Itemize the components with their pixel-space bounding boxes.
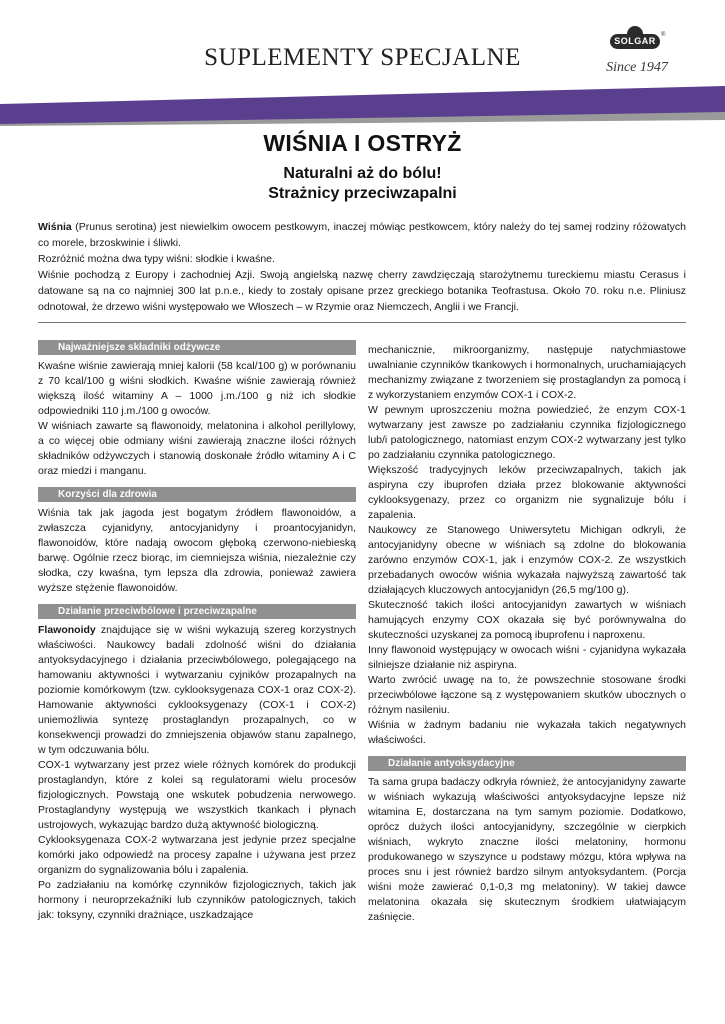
registered-mark: ® bbox=[661, 32, 666, 38]
antioxidant-paragraph-1: Ta sama grupa badaczy odkryła również, że antocyjanidyny zawarte w wiśniach wykazują właściwości antyoksydacyjne lepsze niż witamina E, dostarczana na tym samym poziomie. Dodatkowo, oprócz dużych ilości antocyjanidyny, szczególnie w cierpkich wiśniach, wykryto znaczne ilości melatoniny, hormonu produkowanego w szyszynce u podstawy mózgu, która wpływa na proces snu i jest również bardzo silnym antyoksydantem. (Porcja wiśni może zawierać 0,1-0,3 mg melatoniny). W takiej dawce melatonina okazała się skutecznym środkiem ułatwiającym zaśnięcie. bbox=[368, 776, 686, 923]
article-subtitle-1: Naturalni aż do bólu! bbox=[283, 165, 442, 182]
header-band bbox=[0, 86, 725, 126]
antiinflammatory-paragraph-3: Cyklooksygenaza COX-2 wytwarzana jest jedynie przez specjalne komórki jako odpowiedź na procesy zapalne i używana jest przez organizm do sygnalizowania bólu i zapalenia. bbox=[38, 834, 356, 876]
antiinflammatory-paragraph-8: Naukowcy ze Stanowego Uniwersytetu Michigan odkryli, że antocyjanidyny obecne w wiśniach są zdolne do blokowania zarówno enzymów COX-1, jak i enzymów COX-2. Ze wszystkich przebadanych owoców wiśnia wykazała najwyższą zawartość tak działających kluczowych antocyjanidyn (26,5 mg/100 g). bbox=[368, 524, 686, 596]
section-heading-antioxidant: Działanie antyoksydacyjne bbox=[368, 756, 686, 771]
section-heading-antiinflammatory: Działanie przeciwbólowe i przeciwzapalne bbox=[38, 604, 356, 619]
article-title: WIŚNIA I OSTRYŻ bbox=[263, 130, 462, 156]
antiinflammatory-paragraph-5: mechanicznie, mikroorganizmy, następuje natychmiastowe uwalnianie czynników tkankowych i hormonalnych, uruchamiających mechanizmy związane z tworzeniem się prostaglandyn za pomocą i z wykorzystaniem enzymów COX-1 i COX-2. bbox=[368, 344, 686, 401]
antiinflammatory-paragraph-2: COX-1 wytwarzany jest przez wiele różnych komórek do produkcji prostaglandyn, które z kolei są regulatorami wielu procesów fizjologicznych. Powstają one wskutek pobudzenia nerwowego. Prostaglandyny występują we wszystkich tkankach i płynach ustrojowych, wykazując bardzo dużą aktywność biologiczną. bbox=[38, 759, 356, 831]
header-title: SUPLEMENTY SPECJALNE bbox=[204, 44, 521, 71]
logo-since: Since 1947 bbox=[606, 60, 668, 75]
intro-lead-text: (Prunus serotina) jest niewielkim owocem pestkowym, inaczej mówiąc pestkowcem, który należy do tej samej rodziny różowatych co morele, brzoskwinie i śliwki. bbox=[38, 221, 686, 249]
nutrients-paragraph-1: Kwaśne wiśnie zawierają mniej kalorii (58 kcal/100 g) w porównaniu z 70 kcal/100 g wiśni słodkich. Kwaśne wiśnie zawierają również większą ilość witaminy A – 1000 j.m./100 g niż ich słodkie odpowiedniki 110 j.m./100 g owoców. bbox=[38, 360, 356, 417]
antiinflammatory-paragraph-1 bbox=[38, 623, 356, 758]
column-right bbox=[368, 343, 686, 925]
antiinflammatory-paragraph-7: Większość tradycyjnych leków przeciwzapalnych, takich jak aspiryna czy ibuprofen działa przez blokowanie aktywności cyklooksygenazy, przez co organizm nie sygnalizuje bólu i zapalenia. bbox=[368, 464, 686, 521]
antiinflammatory-paragraph-9: Skuteczność takich ilości antocyjanidyn zawartych w wiśniach hamujących enzymy COX okazała się być porównywalna do skuteczności uzyskanej za pomocą ibuprofenu i naproxenu. bbox=[368, 599, 686, 641]
antiinflammatory-paragraph-6: W pewnym uproszczeniu można powiedzieć, że enzym COX-1 wytwarzany jest zawsze po zadziałaniu czynnika fizjologicznego lub/i patologicznego, natomiast enzym COX-2 wytwarzany jest tylko po zadziałaniu czynnika patologicznego. bbox=[368, 404, 686, 461]
antiinflammatory-paragraph-12: Wiśnia w żadnym badaniu nie wykazała takich negatywnych właściwości. bbox=[368, 719, 686, 746]
flavonoids-lead: Flawonoidy bbox=[38, 624, 96, 636]
article-subtitle-2: Strażnicy przeciwzapalni bbox=[268, 185, 457, 202]
section-heading-nutrients: Najważniejsze składniki odżywcze bbox=[38, 340, 356, 355]
divider bbox=[38, 322, 686, 323]
nutrients-paragraph-2: W wiśniach zawarte są flawonoidy, melatonina i alkohol perillylowy, a co więcej obie odmiany wiśni zawierają znaczne ilości różnych składników odżywczych i stanowią doskonałe źródło witaminy A i C oraz miedzi i manganu. bbox=[38, 420, 356, 477]
benefits-paragraph-1: Wiśnia tak jak jagoda jest bogatym źródłem flawonoidów, a zwłaszcza cyjanidyny, antocyjanidyny i proantocyjanidyn, flawonoidów, które nadają owocom głęboką czerwono-niebieską barwę. Ogólnie rzecz biorąc, im ciemniejsza wiśnia, niezależnie czy słodka, czy kwaśna, tym lepsza dla zdrowia, ponieważ zawiera wyższe stężenie flawonoidów. bbox=[38, 507, 356, 594]
antiinflammatory-paragraph-11: Warto zwrócić uwagę na to, że powszechnie stosowane środki przeciwbólowe łączone są z występowaniem skutków ubocznych o różnym nasileniu. bbox=[368, 674, 686, 716]
section-heading-benefits: Korzyści dla zdrowia bbox=[38, 487, 356, 502]
column-left bbox=[38, 340, 356, 923]
flavonoids-text: znajdujące się w wiśni wykazują szereg korzystnych właściwości. Naukowcy badali zdolność wiśni do działania antyoksydacyjnego i działania przeciwbólowego, polegającego na hamowaniu aktywności i wytwarzaniu cyjników prozapalnych na poziomie komórkowym (tzw. cyklooksygenaza COX-1 oraz COX-2). Hamowanie aktywności cyklooksygenazy (COX-1 i COX-2) uniemożliwia syntezę prostaglandyn prozapalnych, co w konsekwencji prowadzi do zmniejszenia objawów stanu zapalnego, w tym odczuwania bólu. bbox=[38, 624, 356, 756]
intro-paragraph-2: Rozróżnić można dwa typy wiśni: słodkie i kwaśne. bbox=[38, 253, 275, 265]
intro-paragraph-3: Wiśnie pochodzą z Europy i zachodniej Azji. Swoją angielską nazwę cherry zawdzięczają starożytnemu tureckiemu miastu Cerasus i datowane są na co najmniej 300 lat p.n.e., kiedy to zostały opisane przez greckiego botanika Teofrastusa. Około 70. roku n.e. Pliniusz odnotował, że drzewo wiśni występowało we Włoszech – w Rzymie oraz Niemczech, Anglii i we Francji. bbox=[38, 269, 686, 313]
intro-block bbox=[38, 219, 686, 315]
solgar-logo bbox=[588, 26, 686, 84]
antiinflammatory-paragraph-4: Po zadziałaniu na komórkę czynników fizjologicznych, takich jak hormony i neuroprzekaźniki lub czynników patologicznych, takich jak: toksyny, czynniki drażniące, uszkadzające bbox=[38, 879, 356, 921]
intro-paragraph-1 bbox=[38, 219, 686, 251]
antiinflammatory-paragraph-10: Inny flawonoid występujący w owocach wiśni - cyjanidyna wykazała silniejsze działanie niż aspiryna. bbox=[368, 644, 686, 671]
intro-lead: Wiśnia bbox=[38, 221, 72, 233]
logo-brand: SOLGAR bbox=[610, 34, 660, 49]
